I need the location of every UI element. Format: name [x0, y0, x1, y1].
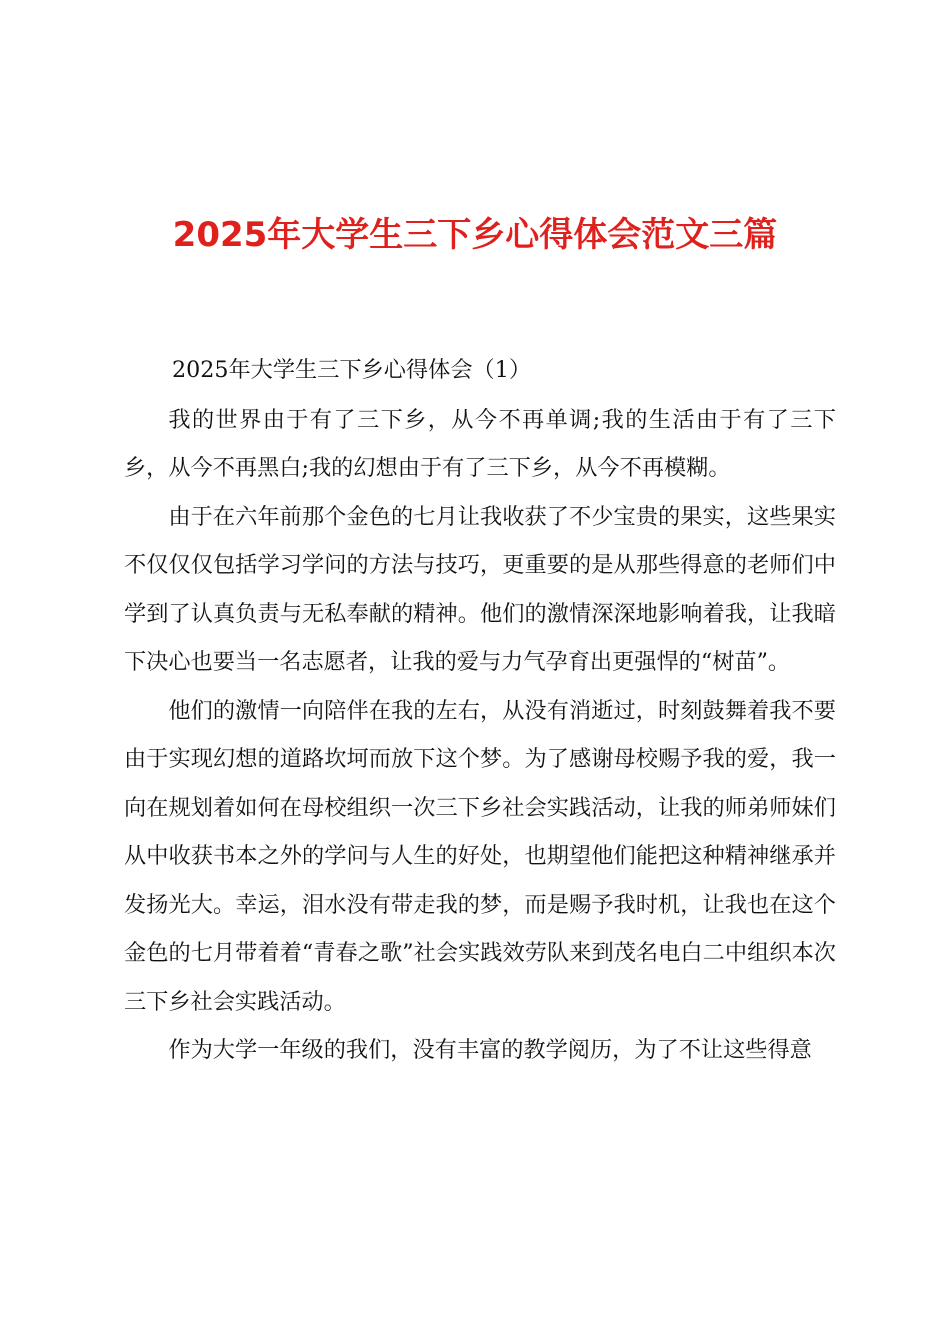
paragraph-4: 作为大学一年级的我们，没有丰富的教学阅历，为了不让这些得意: [168, 1037, 812, 1063]
paragraph-1: 我的世界由于有了三下乡，从今不再单调;我的生活由于有了三下乡，从今不再黑白;我的幻想由于有了三下乡，从今不再模糊。: [124, 406, 836, 481]
paragraph-2: 由于在六年前那个金色的七月让我收获了不少宝贵的果实，这些果实不仅仅仅包括学习学问的方法与技巧，更重要的是从那些得意的老师们中学到了认真负责与无私奉献的精神。他们的激情深深地影响着我，让我暗下决心也要当一名志愿者，让我的爱与力气孕育出更强悍的“树苗”。: [124, 503, 836, 675]
document-body: [124, 346, 836, 1075]
document-title: 2025年大学生三下乡心得体会范文三篇: [172, 215, 778, 255]
paragraph-3: 他们的激情一向陪伴在我的左右，从没有消逝过，时刻鼓舞着我不要由于实现幻想的道路坎坷而放下这个梦。为了感谢母校赐予我的爱，我一向在规划着如何在母校组织一次三下乡社会实践活动，让我的师弟师妹们从中收获书本之外的学问与人生的好处，也期望他们能把这种精神继承并发扬光大。幸运，泪水没有带走我的梦，而是赐予我时机，让我也在这个金色的七月带着着“青春之歌”社会实践效劳队来到茂名电白二中组织本次三下乡社会实践活动。: [124, 697, 836, 1015]
section-heading: 2025年大学生三下乡心得体会（1）: [172, 357, 532, 383]
